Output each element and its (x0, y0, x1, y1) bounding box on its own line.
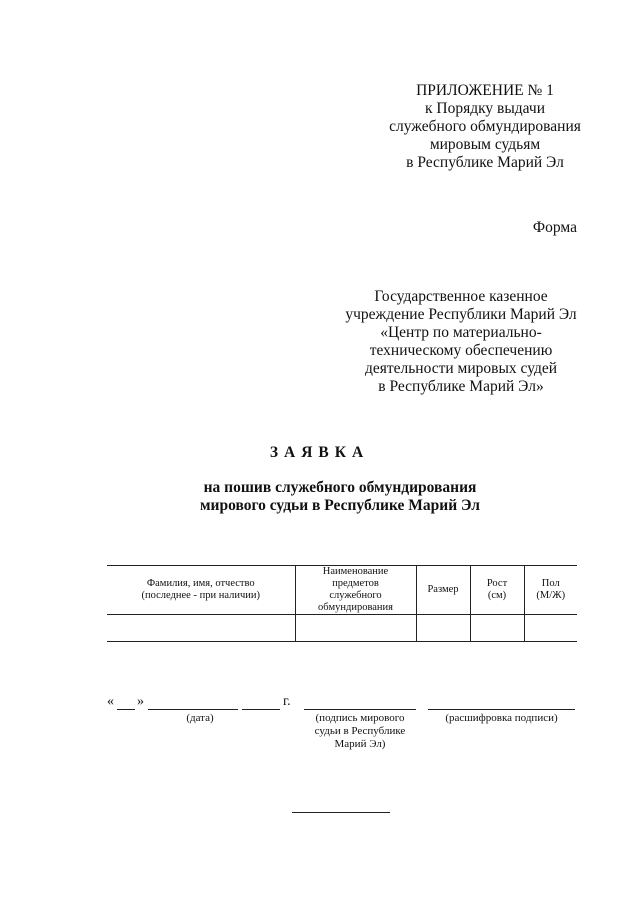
header-items-text: Наименование предметов служебного обмундирования (317, 566, 393, 613)
recipient-line: деятельности мировых судей (364, 360, 558, 377)
annex-line: служебного обмундирования (389, 118, 581, 135)
annex-line: мировым судьям (429, 136, 541, 153)
header-full-name (107, 566, 295, 615)
header-height (470, 566, 524, 615)
cell-size[interactable] (416, 615, 470, 642)
subtitle-line: на пошив служебного обмундирования (203, 479, 477, 496)
annex-header (380, 82, 590, 172)
annex-line: к Порядку выдачи (424, 100, 546, 117)
date-caption: (дата) (186, 712, 214, 724)
decoding-caption: (расшифровка подписи) (445, 712, 558, 724)
request-table (107, 565, 577, 642)
month-field[interactable] (148, 709, 238, 710)
annex-line: в Республике Марий Эл (406, 154, 564, 171)
form-label: Форма (532, 219, 577, 236)
decoding-field[interactable] (428, 709, 575, 710)
close-quote: » (137, 694, 144, 709)
cell-height[interactable] (470, 615, 524, 642)
recipient-line: учреждение Республики Марий Эл (345, 306, 577, 323)
year-suffix: г. (283, 694, 291, 709)
end-rule (292, 812, 390, 813)
signature-caption: (подпись мирового судьи в Республике Марий Эл) (314, 712, 406, 750)
header-size: Размер (416, 566, 470, 615)
recipient-line: в Республике Марий Эл» (378, 378, 544, 395)
header-sex (524, 566, 577, 615)
header-sex-text: Пол (М/Ж) (536, 578, 566, 601)
header-full-name-text: Фамилия, имя, отчество (последнее - при наличии) (141, 578, 260, 601)
subtitle-line: мирового судьи в Республике Марий Эл (199, 497, 481, 514)
annex-line: ПРИЛОЖЕНИЕ № 1 (416, 82, 554, 99)
recipient-line: «Центр по материально- (380, 324, 542, 341)
header-items (295, 566, 416, 615)
year-field[interactable] (242, 709, 280, 710)
recipient-block (340, 288, 582, 396)
recipient-line: Государственное казенное (374, 288, 548, 305)
document-subtitle (140, 479, 540, 515)
document-title: ЗАЯВКА (269, 444, 370, 461)
table-row (107, 615, 577, 642)
signature-field[interactable] (304, 709, 416, 710)
cell-items[interactable] (295, 615, 416, 642)
table-header-row (107, 566, 577, 615)
open-quote: « (107, 694, 114, 709)
day-field[interactable] (117, 709, 135, 710)
recipient-line: техническому обеспечению (369, 342, 553, 359)
cell-sex[interactable] (524, 615, 577, 642)
header-height-text: Рост (см) (486, 578, 508, 601)
cell-full-name[interactable] (107, 615, 295, 642)
